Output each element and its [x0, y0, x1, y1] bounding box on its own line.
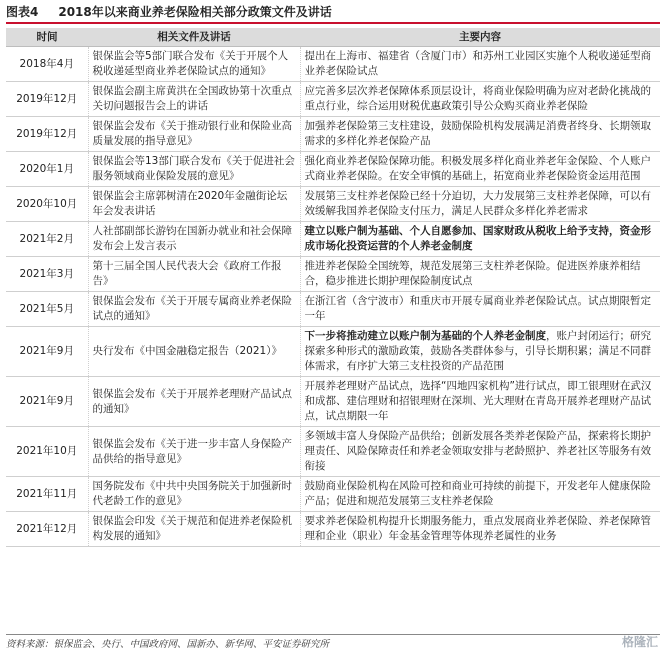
cell-content: [300, 222, 660, 257]
content-text: 应完善多层次养老保障体系顶层设计，将商业保险明确为应对老龄化挑战的重点行业，综合运用财税优惠政策引导公众购买商业养老保险: [304, 85, 651, 112]
figure-number: 图表4: [6, 5, 39, 19]
cell-document: 银保监会发布《关于推动银行业和保险业高质量发展的指导意见》: [88, 117, 300, 152]
cell-content: [300, 327, 660, 377]
content-emphasis: 下一步将推动建立以账户制为基础的个人养老金制度: [304, 330, 546, 342]
table-row: [6, 427, 660, 477]
table-row: [6, 377, 660, 427]
content-text: 要求养老保险机构提升长期服务能力，重点发展商业养老保险、养老保障管理和企业（职业）年金基金管理等体现养老属性的业务: [304, 515, 651, 542]
table-row: [6, 292, 660, 327]
cell-document: 人社部副部长游钧在国新办就业和社会保障发布会上发言表示: [88, 222, 300, 257]
cell-document: 国务院发布《中共中央国务院关于加强新时代老龄工作的意见》: [88, 477, 300, 512]
cell-document: 银保监会副主席黄洪在全国政协第十次重点关切问题报告会上的讲话: [88, 82, 300, 117]
content-text: 多领域丰富人身保险产品供给；创新发展各类养老保险产品，探索将长期护理责任、风险保障责任和养老金领取安排与老龄照护、养老社区等服务有效衔接: [304, 430, 651, 472]
cell-time: 2020年10月: [6, 187, 88, 222]
cell-time: 2021年2月: [6, 222, 88, 257]
cell-time: 2019年12月: [6, 117, 88, 152]
cell-time: 2021年9月: [6, 377, 88, 427]
cell-time: 2018年4月: [6, 47, 88, 82]
cell-document: 银保监会发布《关于开展专属商业养老保险试点的通知》: [88, 292, 300, 327]
content-text: 推进养老保险全国统筹，规范发展第三支柱养老保险。促进医养康养相结合，稳步推进长期护理保险制度试点: [304, 260, 641, 287]
cell-time: 2021年9月: [6, 327, 88, 377]
cell-content: [300, 47, 660, 82]
cell-content: [300, 512, 660, 547]
table-row: [6, 257, 660, 292]
table-row: [6, 327, 660, 377]
cell-document: 银保监会印发《关于规范和促进养老保险机构发展的通知》: [88, 512, 300, 547]
figure-title: [6, 3, 332, 23]
content-emphasis: 建立以账户制为基础、个人自愿参加、国家财政从税收上给予支持，资金形成市场化投资运营的个人养老金制度: [304, 225, 651, 252]
cell-content: [300, 117, 660, 152]
source-note: 资料来源：银保监会、央行、中国政府网、国新办、新华网、平安证券研究所: [6, 639, 330, 650]
cell-document: 银保监会等13部门联合发布《关于促进社会服务领域商业保险发展的意见》: [88, 152, 300, 187]
content-text: 发展第三支柱养老保险已经十分迫切，大力发展第三支柱养老保障，可以有效缓解我国养老保险支付压力，满足人民群众多样化养老需求: [304, 190, 651, 217]
watermark-logo: 格隆汇: [621, 635, 658, 649]
content-text: 强化商业养老保险保障功能。积极发展多样化商业养老年金保险、个人账户式商业养老保险。在安全审慎的基础上，拓宽商业养老保险资金运用范围: [304, 155, 651, 182]
cell-time: 2021年12月: [6, 512, 88, 547]
cell-time: 2019年12月: [6, 82, 88, 117]
cell-time: 2021年3月: [6, 257, 88, 292]
content-text: 开展养老理财产品试点，选择“四地四家机构”进行试点，即工银理财在武汉和成都、建信理财和招银理财在深圳、光大理财在青岛开展养老理财产品试点，试点期限一年: [304, 380, 652, 422]
table-row: [6, 477, 660, 512]
table-row: [6, 47, 660, 82]
table-row: [6, 187, 660, 222]
table-row: [6, 117, 660, 152]
cell-document: 银保监会主席郭树清在2020年金融街论坛年会发表讲话: [88, 187, 300, 222]
cell-document: 银保监会发布《关于开展养老理财产品试点的通知》: [88, 377, 300, 427]
content-text: 加强养老保险第三支柱建设，鼓励保险机构发展满足消费者终身、长期领取需求的多样化养老保险产品: [304, 120, 651, 147]
cell-content: [300, 377, 660, 427]
table-row: [6, 222, 660, 257]
header-doc: 相关文件及讲话: [88, 28, 300, 47]
title-rule: [6, 22, 660, 24]
cell-content: [300, 477, 660, 512]
cell-document: 银保监会发布《关于进一步丰富人身保险产品供给的指导意见》: [88, 427, 300, 477]
cell-time: 2021年5月: [6, 292, 88, 327]
table-row: [6, 82, 660, 117]
table-row: [6, 152, 660, 187]
content-text: ，账户封闭运行；研究探索多种形式的激励政策，鼓励各类群体参与，引导长期积累；满足不同群体需求，有序扩大第三支柱投资的产品范围: [304, 330, 651, 372]
cell-time: 2021年11月: [6, 477, 88, 512]
cell-time: 2021年10月: [6, 427, 88, 477]
cell-content: [300, 257, 660, 292]
source-rule: [6, 634, 660, 635]
cell-content: [300, 292, 660, 327]
cell-time: 2020年1月: [6, 152, 88, 187]
figure-caption: 2018年以来商业养老保险相关部分政策文件及讲话: [58, 5, 332, 19]
cell-content: [300, 427, 660, 477]
table-header-row: [6, 28, 660, 47]
table-row: [6, 512, 660, 547]
cell-content: [300, 152, 660, 187]
policy-table: [6, 28, 660, 547]
cell-document: 央行发布《中国金融稳定报告（2021）》: [88, 327, 300, 377]
content-text: 鼓励商业保险机构在风险可控和商业可持续的前提下，开发老年人健康保险产品；促进和规范发展第三支柱养老保险: [304, 480, 651, 507]
cell-document: 银保监会等5部门联合发布《关于开展个人税收递延型商业养老保险试点的通知》: [88, 47, 300, 82]
header-main: 主要内容: [300, 28, 660, 47]
cell-document: 第十三届全国人民代表大会《政府工作报告》: [88, 257, 300, 292]
content-text: 在浙江省（含宁波市）和重庆市开展专属商业养老保险试点。试点期限暂定一年: [304, 295, 651, 322]
content-text: 提出在上海市、福建省（含厦门市）和苏州工业园区实施个人税收递延型商业养老保险试点: [304, 50, 651, 77]
cell-content: [300, 82, 660, 117]
header-time: 时间: [6, 28, 88, 47]
cell-content: [300, 187, 660, 222]
